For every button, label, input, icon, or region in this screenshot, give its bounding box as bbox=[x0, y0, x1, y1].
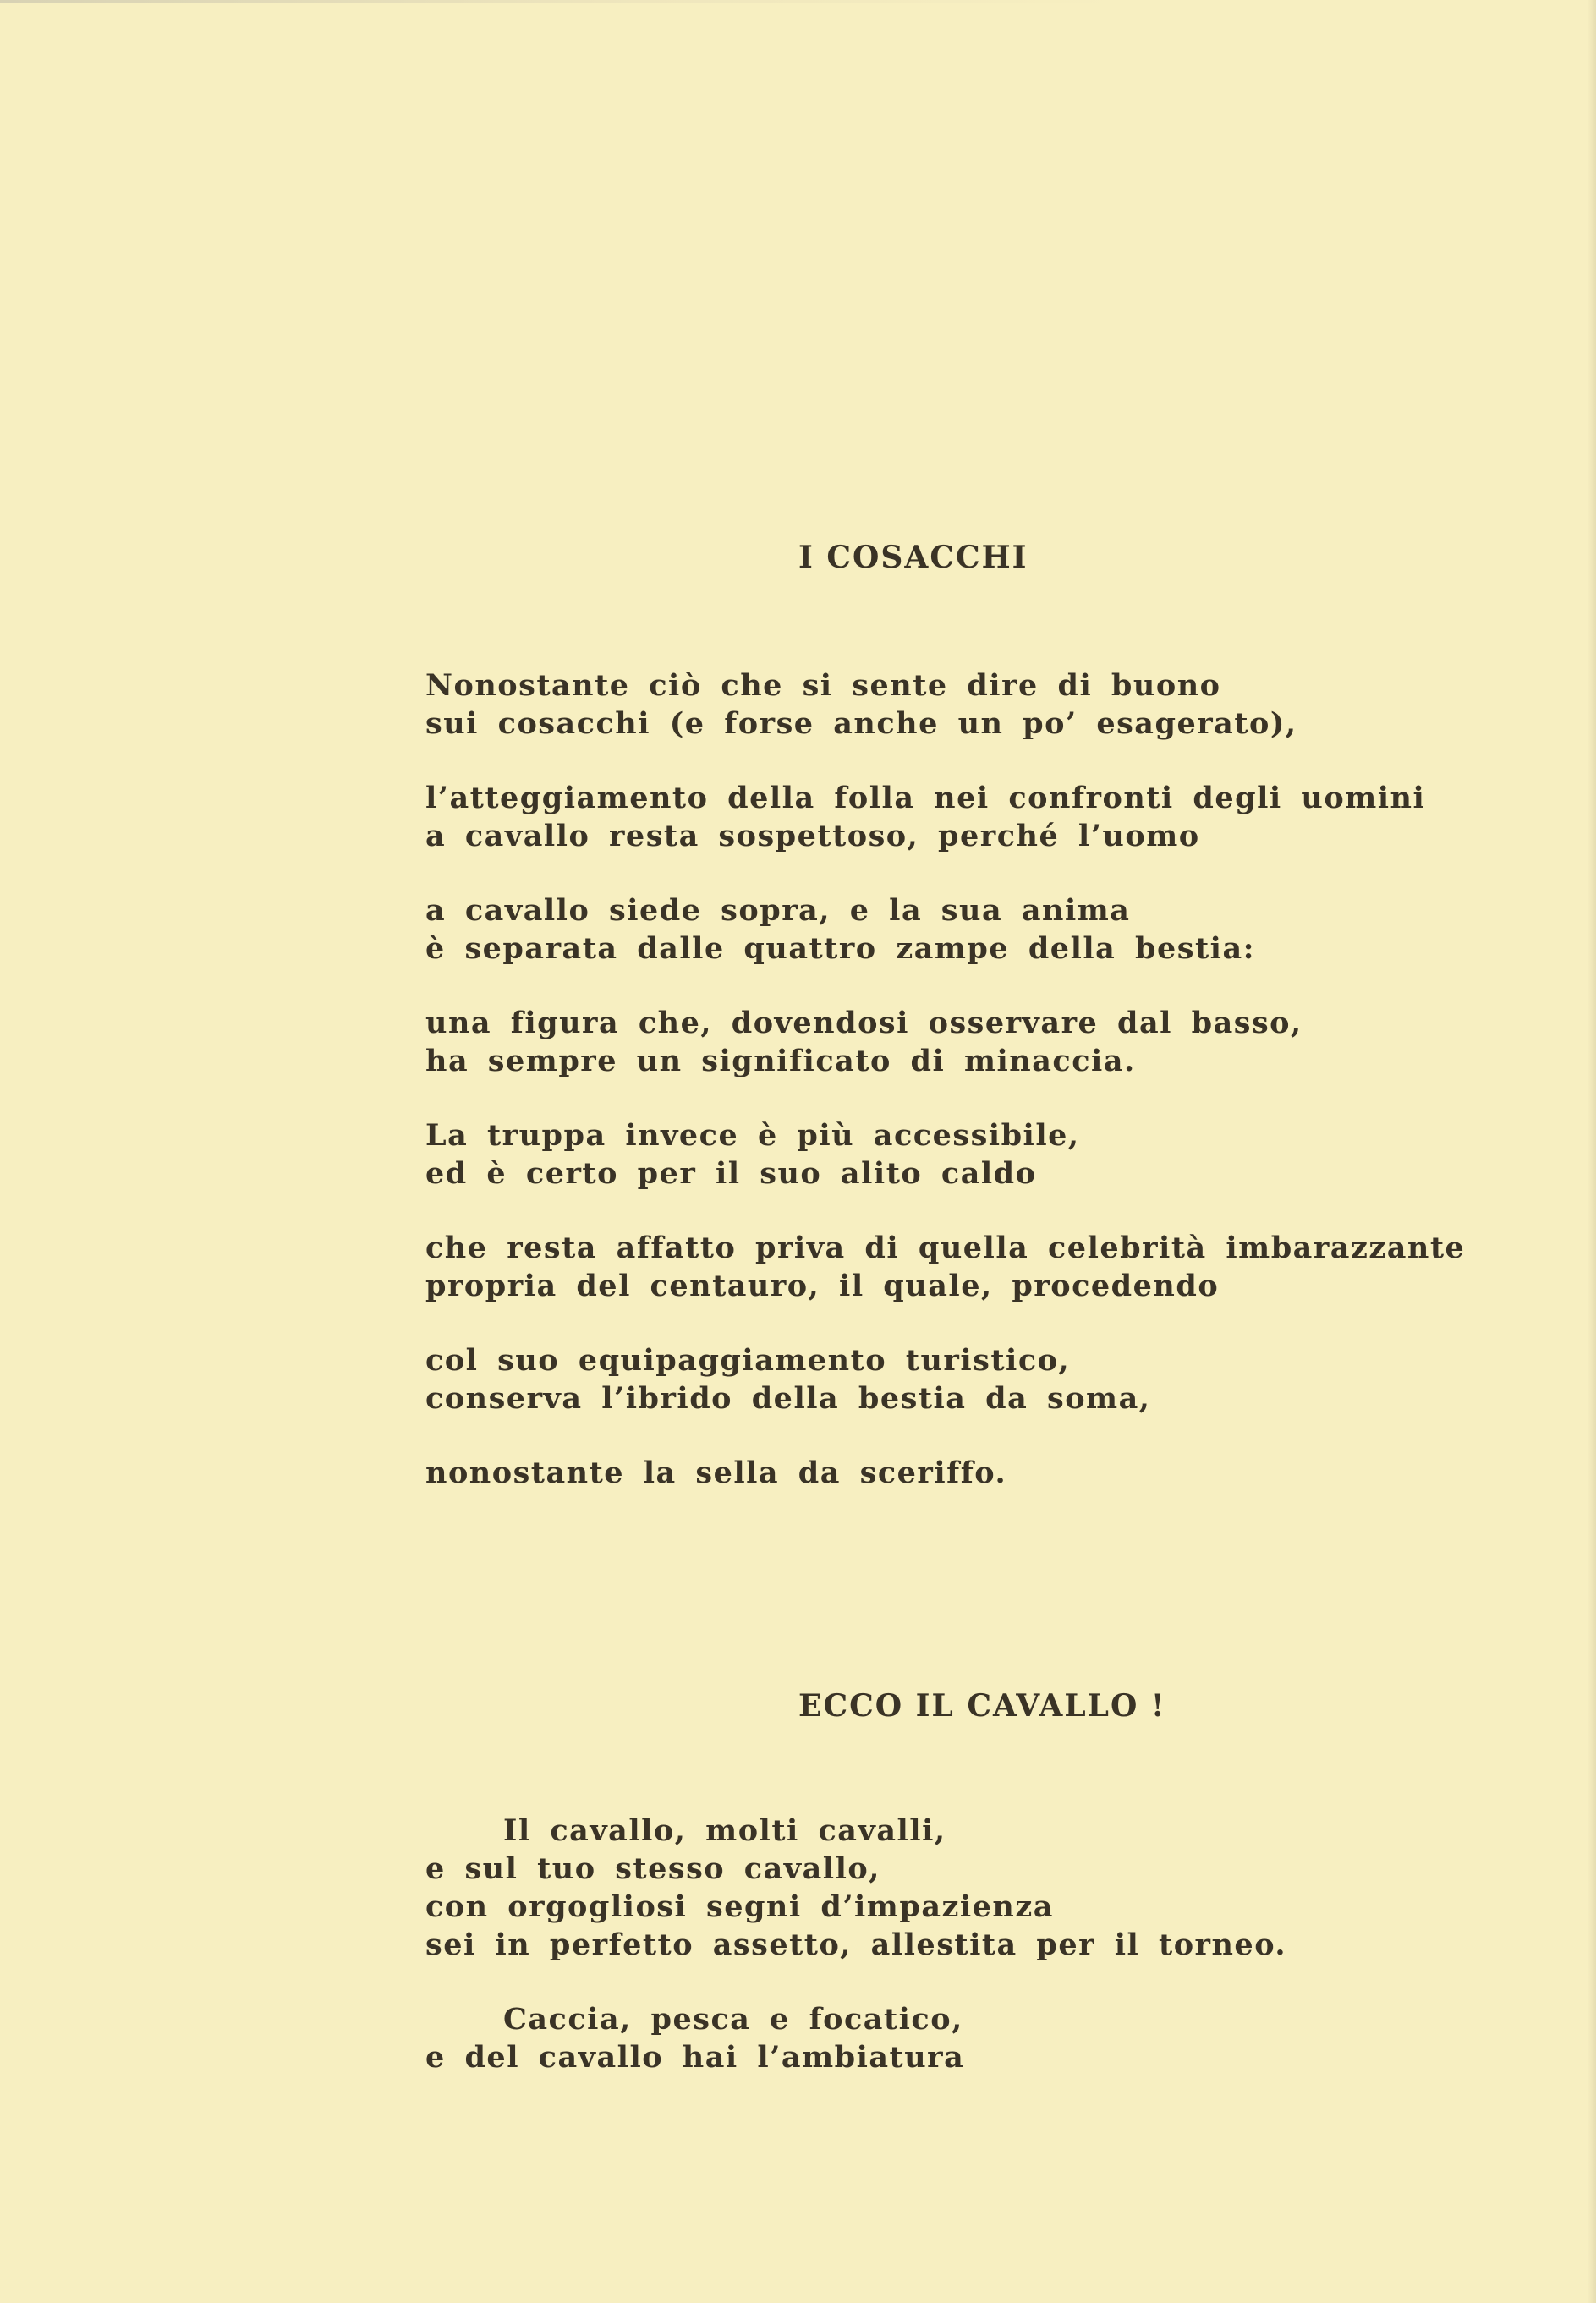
poem-line: con orgogliosi segni d’impazienza bbox=[425, 1889, 1054, 1924]
poem-title-i-cosacchi: I COSACCHI bbox=[798, 540, 1028, 575]
stanza bbox=[425, 1229, 1525, 1305]
stanza bbox=[425, 1454, 1525, 1492]
poem-line: che resta affatto priva di quella celebrità imbarazzante bbox=[425, 1231, 1466, 1265]
poem-line: propria del centauro, il quale, procedendo bbox=[425, 1269, 1220, 1303]
poem-body-ecco-il-cavallo bbox=[425, 1812, 1525, 2113]
page-edge bbox=[0, 0, 1596, 3]
poem-title-ecco-il-cavallo: ECCO IL CAVALLO ! bbox=[798, 1688, 1166, 1724]
stanza bbox=[425, 1812, 1525, 1964]
poem-line: nonostante la sella da sceriffo. bbox=[425, 1456, 1007, 1490]
poem-line: Nonostante ciò che si sente dire di buono bbox=[425, 668, 1221, 703]
poem-line: una figura che, dovendosi osservare dal basso, bbox=[425, 1006, 1303, 1040]
stanza bbox=[425, 779, 1525, 855]
poem-line: col suo equipaggiamento turistico, bbox=[425, 1343, 1071, 1378]
page-edge-shadow bbox=[1588, 0, 1596, 2303]
stanza bbox=[425, 1004, 1525, 1080]
poem-line: e sul tuo stesso cavallo, bbox=[425, 1851, 880, 1886]
poem-line: Caccia, pesca e focatico, bbox=[503, 2002, 963, 2037]
poem-line: sui cosacchi (e forse anche un po’ esagerato), bbox=[425, 706, 1297, 741]
poem-line: a cavallo siede sopra, e la sua anima bbox=[425, 893, 1131, 928]
poem-line: sei in perfetto assetto, allestita per il torneo. bbox=[425, 1927, 1287, 1962]
poem-line: ed è certo per il suo alito caldo bbox=[425, 1156, 1037, 1191]
poem-line: conserva l’ibrido della bestia da soma, bbox=[425, 1381, 1151, 1416]
stanza bbox=[425, 1116, 1525, 1193]
poem-line: Il cavallo, molti cavalli, bbox=[503, 1813, 946, 1848]
stanza bbox=[425, 666, 1525, 743]
poem-line: e del cavallo hai l’ambiatura bbox=[425, 2040, 965, 2075]
poem-line: La truppa invece è più accessibile, bbox=[425, 1118, 1080, 1153]
stanza bbox=[425, 2000, 1525, 2076]
poem-line: è separata dalle quattro zampe della bestia: bbox=[425, 931, 1256, 966]
poem-line: ha sempre un significato di minaccia. bbox=[425, 1044, 1136, 1078]
poem-line: a cavallo resta sospettoso, perché l’uomo bbox=[425, 819, 1200, 853]
stanza bbox=[425, 891, 1525, 968]
poem-line: l’atteggiamento della folla nei confronti degli uomini bbox=[425, 781, 1426, 815]
poem-body-i-cosacchi bbox=[425, 666, 1525, 1528]
stanza bbox=[425, 1341, 1525, 1417]
